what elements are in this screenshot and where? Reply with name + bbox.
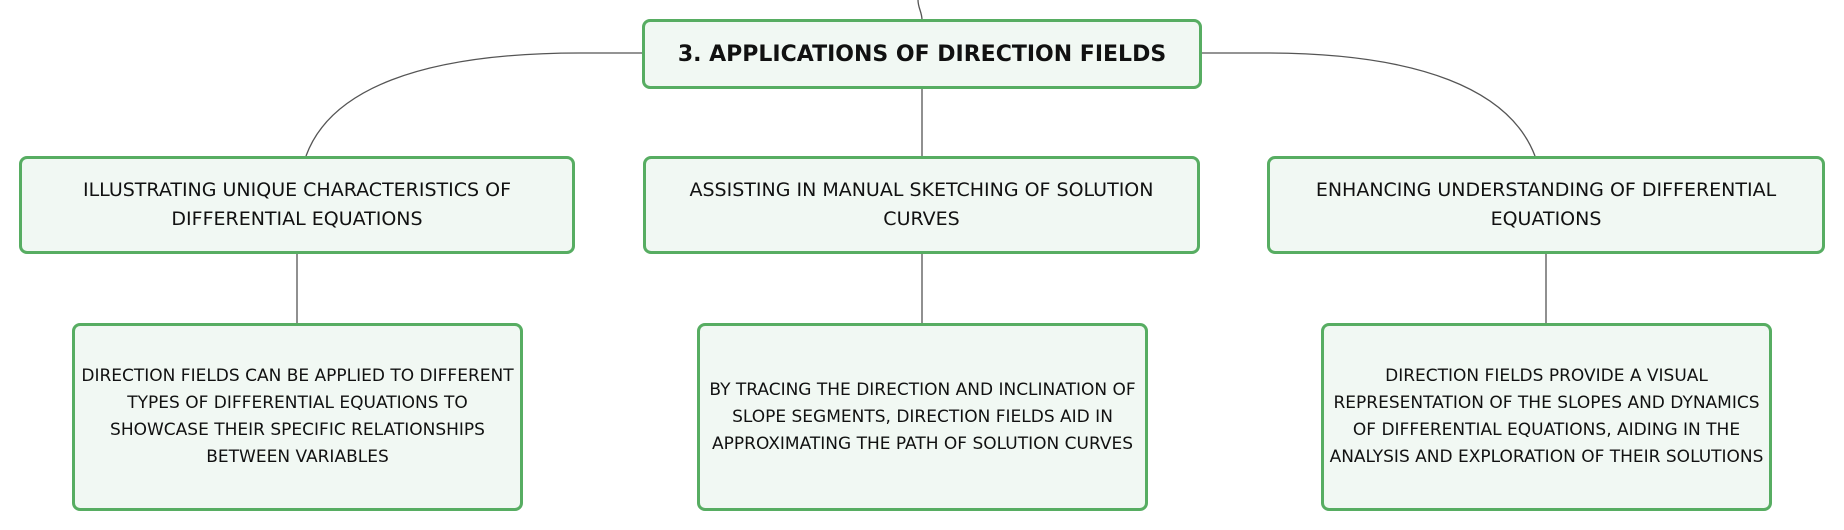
connector-root-branch-3 [1201, 53, 1535, 156]
branch-node-1[interactable] [19, 156, 575, 254]
leaf-label-3: DIRECTION FIELDS PROVIDE A VISUAL REPRESENTATION OF THE SLOPES AND DYNAMICS OF DIFFERENTIAL EQUATIONS, AIDING IN THE ANALYSIS AND EXPLORATION OF THEIR SOLUTIONS [1329, 366, 1764, 467]
leaf-node-3[interactable] [1321, 323, 1772, 511]
connector-root-branch-1 [306, 53, 644, 156]
leaf-label-1: DIRECTION FIELDS CAN BE APPLIED TO DIFFERENT TYPES OF DIFFERENTIAL EQUATIONS TO SHOWCASE THEIR SPECIFIC RELATIONSHIPS BETWEEN VARIABLES [81, 366, 514, 467]
root-label: 3. APPLICATIONS OF DIRECTION FIELDS [677, 41, 1167, 67]
leaf-node-1[interactable] [72, 323, 523, 511]
branch-label-1: ILLUSTRATING UNIQUE CHARACTERISTICS OF DIFFERENTIAL EQUATIONS [82, 179, 512, 230]
branch-node-3[interactable] [1267, 156, 1825, 254]
root-node[interactable] [642, 19, 1202, 89]
branch-node-2[interactable] [643, 156, 1200, 254]
branch-label-3: ENHANCING UNDERSTANDING OF DIFFERENTIAL EQUATIONS [1315, 179, 1777, 230]
branch-label-2: ASSISTING IN MANUAL SKETCHING OF SOLUTION CURVES [689, 179, 1154, 230]
leaf-label-2: BY TRACING THE DIRECTION AND INCLINATION OF SLOPE SEGMENTS, DIRECTION FIELDS AID IN APPROXIMATING THE PATH OF SOLUTION CURVES [709, 379, 1136, 454]
leaf-node-2[interactable] [697, 323, 1148, 511]
connector-parent [918, 0, 922, 20]
